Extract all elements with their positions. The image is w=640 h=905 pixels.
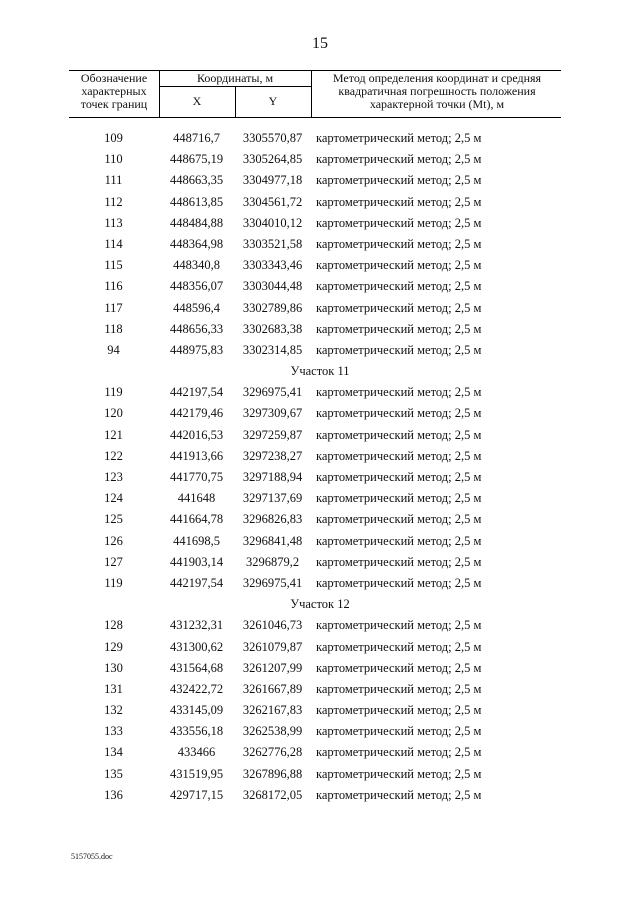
method-cell: картометрический метод; 2,5 м: [316, 258, 482, 273]
point-number: 110: [104, 152, 123, 167]
coord-x: 433556,18: [169, 724, 224, 739]
coord-y: 3304977,18: [242, 173, 303, 188]
point-number: 113: [104, 215, 123, 230]
table-row: [0, 128, 640, 149]
coord-x: 441913,66: [169, 448, 224, 463]
coord-x: 442016,53: [169, 427, 224, 442]
method-cell: картометрический метод; 2,5 м: [316, 427, 482, 442]
method-cell: картометрический метод; 2,5 м: [316, 194, 482, 209]
method-cell: картометрический метод; 2,5 м: [316, 533, 482, 548]
coord-x: 448613,85: [169, 194, 224, 209]
section-label: Участок 11: [290, 364, 350, 379]
point-number: 128: [104, 618, 123, 633]
coord-x: 448675,19: [169, 152, 224, 167]
method-cell: картометрический метод; 2,5 м: [316, 766, 482, 781]
coord-x: 442197,54: [169, 575, 224, 590]
coord-y: 3296826,83: [242, 512, 303, 527]
method-cell: картометрический метод; 2,5 м: [316, 491, 482, 506]
coord-y: 3261207,99: [242, 660, 303, 675]
table-row: [0, 700, 640, 721]
point-number: 133: [104, 724, 123, 739]
coord-y: 3303044,48: [242, 279, 303, 294]
method-cell: картометрический метод; 2,5 м: [316, 300, 482, 315]
method-cell: картометрический метод; 2,5 м: [316, 618, 482, 633]
coord-x: 431519,95: [169, 766, 224, 781]
method-cell: картометрический метод; 2,5 м: [316, 681, 482, 696]
point-number: 122: [104, 448, 123, 463]
coord-y: 3267896,88: [242, 766, 303, 781]
point-number: 125: [104, 512, 123, 527]
table-row: [0, 573, 640, 594]
coord-y: 3304561,72: [242, 194, 303, 209]
coord-y: 3297137,69: [242, 491, 303, 506]
point-number: 114: [104, 236, 123, 251]
table-row: [0, 488, 640, 509]
table-row: [0, 255, 640, 276]
point-number: 115: [104, 258, 123, 273]
method-cell: картометрический метод; 2,5 м: [316, 152, 482, 167]
table-row: [0, 382, 640, 403]
coord-x: 448663,35: [169, 173, 224, 188]
coord-x: 441648: [177, 491, 216, 506]
method-cell: картометрический метод; 2,5 м: [316, 131, 482, 145]
point-number: 121: [104, 427, 123, 442]
table-row: [0, 637, 640, 658]
table-row: [0, 509, 640, 530]
table-row: [0, 192, 640, 213]
coord-y: 3262776,28: [242, 745, 303, 760]
coord-y: 3261667,89: [242, 681, 303, 696]
coord-y: 3296975,41: [242, 575, 303, 590]
coord-y: 3261079,87: [242, 639, 303, 654]
header-x: X: [192, 94, 202, 108]
table-row: [0, 276, 640, 297]
method-cell: картометрический метод; 2,5 м: [316, 745, 482, 760]
method-cell: картометрический метод; 2,5 м: [316, 639, 482, 654]
section-title: [0, 594, 640, 615]
column-divider: [311, 70, 312, 118]
table-row: [0, 531, 640, 552]
coord-x: 441903,14: [169, 554, 224, 569]
table-row: [0, 298, 640, 319]
table-row: [0, 446, 640, 467]
method-cell: картометрический метод; 2,5 м: [316, 703, 482, 718]
table-row: [0, 552, 640, 573]
coord-x: 448364,98: [169, 236, 224, 251]
coord-x: 441664,78: [169, 512, 224, 527]
section-title: [0, 361, 640, 382]
method-cell: картометрический метод; 2,5 м: [316, 787, 482, 802]
table-row: [0, 319, 640, 340]
table-row: [0, 149, 640, 170]
coord-x: 441698,5: [173, 533, 220, 548]
method-cell: картометрический метод; 2,5 м: [316, 342, 482, 357]
table-row: [0, 658, 640, 679]
header-bottom-border: [69, 117, 561, 118]
point-number: 116: [104, 279, 123, 294]
coord-y: 3305570,87: [242, 131, 303, 145]
coord-y: 3303521,58: [242, 236, 303, 251]
coord-y: 3302683,38: [242, 321, 303, 336]
point-number: 130: [104, 660, 123, 675]
coord-y: 3296975,41: [242, 385, 303, 400]
point-number: 118: [104, 321, 123, 336]
table-body: [0, 128, 640, 806]
method-cell: картометрический метод; 2,5 м: [316, 385, 482, 400]
point-number: 127: [104, 554, 123, 569]
coord-y: 3296879,2: [245, 554, 300, 569]
table-row: [0, 340, 640, 361]
point-number: 136: [104, 787, 123, 802]
coord-y: 3297238,27: [242, 448, 303, 463]
coord-y: 3304010,12: [242, 215, 303, 230]
method-cell: картометрический метод; 2,5 м: [316, 279, 482, 294]
method-cell: картометрический метод; 2,5 м: [316, 215, 482, 230]
coord-y: 3262167,83: [242, 703, 303, 718]
header-designation: Обозначение характерных точек границ: [80, 71, 148, 111]
method-cell: картометрический метод; 2,5 м: [316, 236, 482, 251]
coord-y: 3302789,86: [242, 300, 303, 315]
coord-x: 448596,4: [173, 300, 220, 315]
method-cell: картометрический метод; 2,5 м: [316, 448, 482, 463]
coord-x: 442179,46: [169, 406, 224, 421]
coord-x: 448484,88: [169, 215, 224, 230]
table-row: [0, 764, 640, 785]
point-number: 119: [104, 385, 123, 400]
table-row: [0, 213, 640, 234]
coord-x: 448975,83: [169, 342, 224, 357]
point-number: 132: [104, 703, 123, 718]
point-number: 134: [104, 745, 123, 760]
table-row: [0, 425, 640, 446]
coord-x: 448340,8: [173, 258, 220, 273]
coord-y: 3303343,46: [242, 258, 303, 273]
coord-y: 3302314,85: [242, 342, 303, 357]
method-cell: картометрический метод; 2,5 м: [316, 470, 482, 484]
coord-x: 448656,33: [169, 321, 224, 336]
header-method: Метод определения координат и средняя квадратичная погрешность положения характерной точки (Mt), м: [332, 71, 542, 111]
coord-y: 3297309,67: [242, 406, 303, 421]
point-number: 120: [104, 406, 123, 421]
coord-y: 3268172,05: [242, 787, 303, 802]
coord-x: 441770,75: [169, 470, 224, 484]
point-number: 109: [104, 131, 123, 145]
method-cell: картометрический метод; 2,5 м: [316, 512, 482, 527]
method-cell: картометрический метод; 2,5 м: [316, 554, 482, 569]
point-number: 129: [104, 639, 123, 654]
point-number: 123: [104, 470, 123, 484]
coord-x: 431232,31: [169, 618, 224, 633]
point-number: 111: [104, 173, 123, 188]
method-cell: картометрический метод; 2,5 м: [316, 406, 482, 421]
header-y: Y: [268, 94, 278, 108]
coord-x: 442197,54: [169, 385, 224, 400]
method-cell: картометрический метод; 2,5 м: [316, 724, 482, 739]
coord-x: 433145,09: [169, 703, 224, 718]
table-row: [0, 170, 640, 191]
point-number: 119: [104, 575, 123, 590]
coord-y: 3297259,87: [242, 427, 303, 442]
method-cell: картометрический метод; 2,5 м: [316, 660, 482, 675]
coord-y: 3305264,85: [242, 152, 303, 167]
table-row: [0, 467, 640, 488]
coord-x: 448356,07: [169, 279, 224, 294]
coord-x: 431564,68: [169, 660, 224, 675]
method-cell: картометрический метод; 2,5 м: [316, 173, 482, 188]
coord-y: 3262538,99: [242, 724, 303, 739]
table-row: [0, 679, 640, 700]
footer-filename: 5157055.doc: [71, 852, 113, 861]
method-cell: картометрический метод; 2,5 м: [316, 321, 482, 336]
coord-y: 3297188,94: [242, 470, 303, 484]
section-label: Участок 12: [290, 597, 350, 612]
point-number: 124: [104, 491, 123, 506]
coord-x: 433466: [177, 745, 216, 760]
point-number: 94: [107, 342, 120, 357]
coord-x: 432422,72: [169, 681, 224, 696]
coord-y: 3296841,48: [242, 533, 303, 548]
coord-y: 3261046,73: [242, 618, 303, 633]
coord-x: 431300,62: [169, 639, 224, 654]
point-number: 126: [104, 533, 123, 548]
table-row: [0, 785, 640, 806]
table-row: [0, 742, 640, 763]
table-row: [0, 615, 640, 636]
table-row: [0, 234, 640, 255]
table-row: [0, 721, 640, 742]
point-number: 135: [104, 766, 123, 781]
header-coordinates: Координаты, м: [196, 71, 274, 85]
page-number: 15: [312, 35, 328, 52]
coord-x: 448716,7: [173, 131, 220, 145]
method-cell: картометрический метод; 2,5 м: [316, 575, 482, 590]
point-number: 112: [104, 194, 123, 209]
table-row: [0, 403, 640, 424]
coord-x: 429717,15: [169, 787, 224, 802]
table-header: [69, 70, 561, 118]
point-number: 117: [104, 300, 123, 315]
point-number: 131: [104, 681, 123, 696]
